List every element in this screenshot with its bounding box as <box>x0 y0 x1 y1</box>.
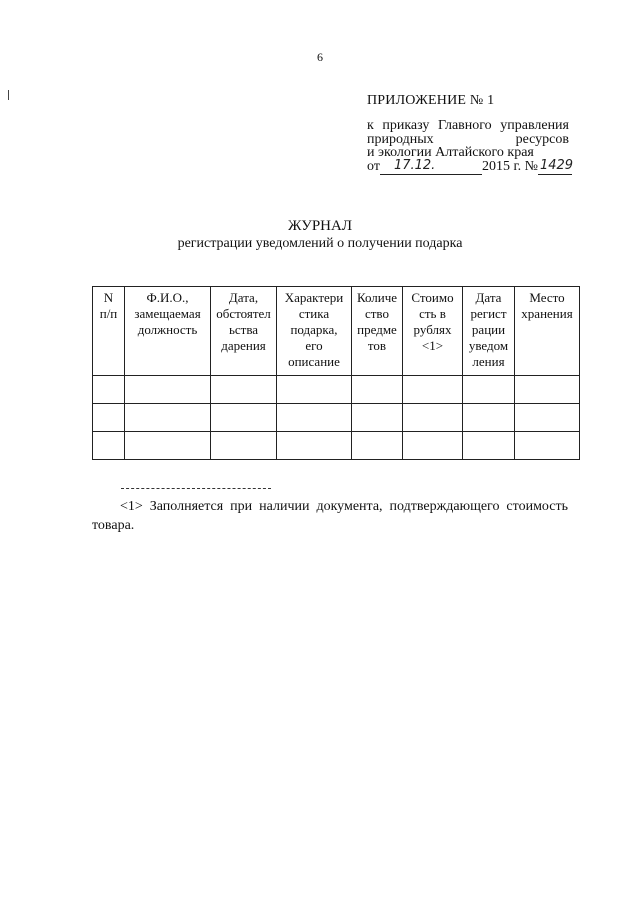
order-reference-line2-right: ресурсов <box>515 132 569 147</box>
order-number-handwritten: 1429 <box>539 158 574 173</box>
order-date-handwritten: 17.12. <box>393 158 436 173</box>
table-cell[interactable] <box>463 432 515 460</box>
table-cell[interactable] <box>515 376 580 404</box>
table-cell[interactable] <box>463 404 515 432</box>
appendix-title: ПРИЛОЖЕНИЕ № 1 <box>367 93 495 108</box>
table-cell[interactable] <box>125 376 211 404</box>
order-number-blank <box>538 160 572 175</box>
order-reference-line1: к приказу Главного управления <box>367 118 569 133</box>
order-year: 2015 г. № <box>481 159 538 174</box>
table-row <box>93 404 580 432</box>
table-cell[interactable] <box>352 404 403 432</box>
table-cell[interactable] <box>463 376 515 404</box>
header-full-name-position: Ф.И.О., замещаемая должность <box>125 287 211 376</box>
table-cell[interactable] <box>93 432 125 460</box>
table-row <box>93 432 580 460</box>
table-cell[interactable] <box>515 404 580 432</box>
table-cell[interactable] <box>403 404 463 432</box>
order-reference-line2-left: природных <box>367 132 434 147</box>
table-cell[interactable] <box>211 404 277 432</box>
header-gift-description: Характери стика подарка, его описание <box>277 287 352 376</box>
table-cell[interactable] <box>211 432 277 460</box>
order-date-blank <box>380 160 482 175</box>
table-cell[interactable] <box>352 376 403 404</box>
gift-registration-table <box>92 286 580 460</box>
table-row <box>93 376 580 404</box>
header-registration-date: Дата регист рации уведом ления <box>463 287 515 376</box>
table-cell[interactable] <box>403 432 463 460</box>
header-number: N п/п <box>93 287 125 376</box>
order-date-number-line <box>367 159 572 175</box>
table-cell[interactable] <box>211 376 277 404</box>
order-prefix: от <box>367 159 380 174</box>
margin-mark <box>8 90 9 100</box>
table-cell[interactable] <box>125 404 211 432</box>
header-cost-rubles: Стоимо сть в рублях <1> <box>403 287 463 376</box>
journal-subtitle: регистрации уведомлений о получении подарка <box>177 236 463 251</box>
table-cell[interactable] <box>93 404 125 432</box>
table-cell[interactable] <box>403 376 463 404</box>
table-cell[interactable] <box>352 432 403 460</box>
journal-title: ЖУРНАЛ <box>287 218 353 234</box>
table-cell[interactable] <box>277 432 352 460</box>
table-header-row <box>93 287 580 376</box>
table-cell[interactable] <box>93 376 125 404</box>
header-gift-date-circumstances: Дата, обстоятел ьства дарения <box>211 287 277 376</box>
order-reference-line3: и экологии Алтайского края <box>367 145 534 160</box>
footnote-text: <1> Заполняется при наличии документа, подтверждающего стоимость товара. <box>92 499 568 533</box>
footnote-separator <box>121 488 271 489</box>
table-cell[interactable] <box>277 404 352 432</box>
table-cell[interactable] <box>515 432 580 460</box>
header-item-count: Количе ство предме тов <box>352 287 403 376</box>
header-storage-location: Место хранения <box>515 287 580 376</box>
table-cell[interactable] <box>125 432 211 460</box>
table-cell[interactable] <box>277 376 352 404</box>
page-number: 6 <box>317 50 323 64</box>
